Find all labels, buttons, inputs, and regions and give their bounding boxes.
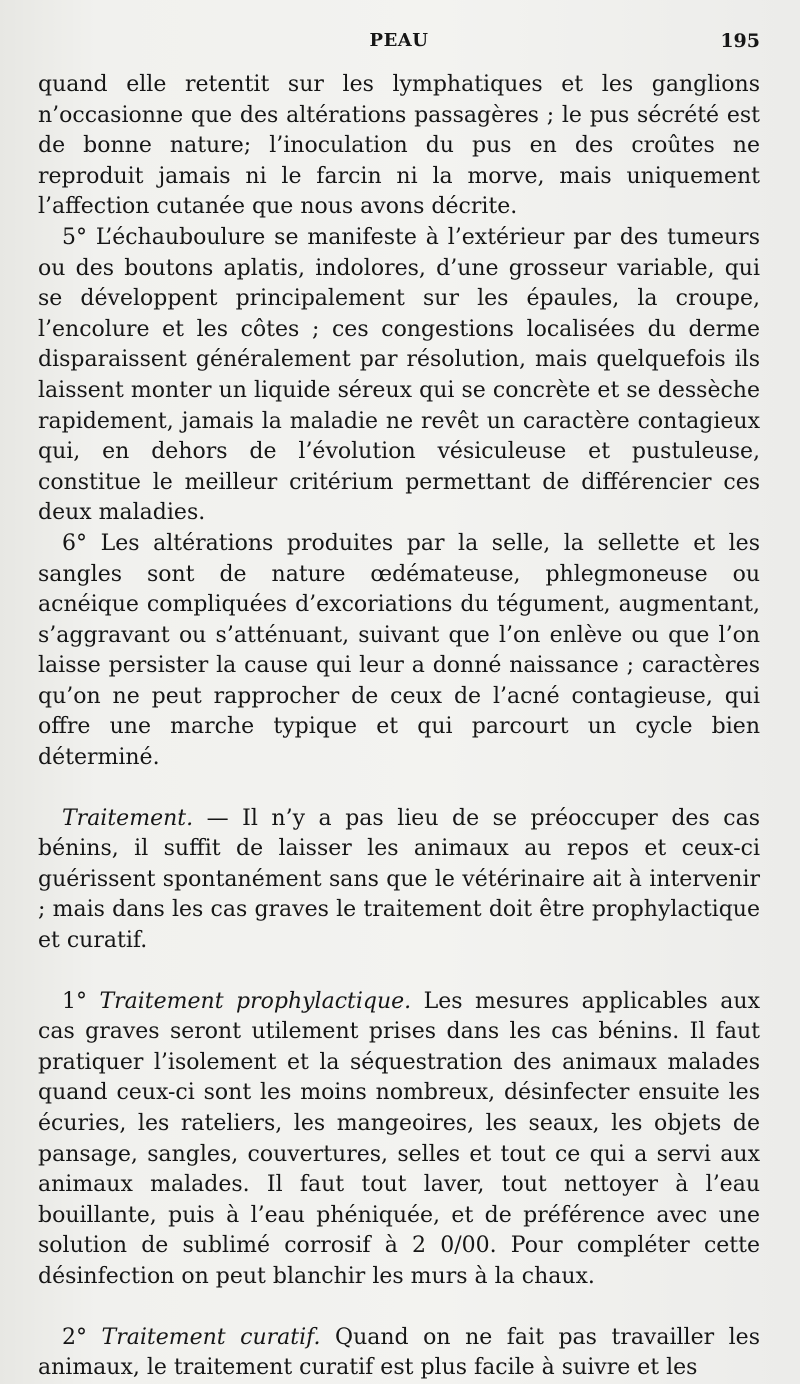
section-heading-treatment: Traitement. [62, 805, 194, 831]
paragraph-point-6: 6° Les altérations produites par la selle, la sellette et les sangles sont de nature œdémateuse, phlegmoneuse ou acnéique compliquées d’excoriations du tégument, augmentant, s’aggravant ou s’atténuant, suivant que l’on enlève ou que l’on laisse persister la cause qui leur a donné naissance ; caractères qu’on ne peut rapprocher de ceux de l’acné contagieuse, qui offre une marche typique et qui parcourt un cycle bien déterminé. [38, 530, 760, 771]
paragraph-treatment [38, 804, 760, 957]
section-number-2: 2° [62, 1324, 102, 1350]
page-header [38, 30, 760, 60]
paragraph-curative-body: Quand on ne fait pas travailler les animaux, le traitement curatif est plus facile à suivre et les [38, 1324, 760, 1381]
section-heading-curative: Traitement curatif. [101, 1324, 321, 1350]
main-text [38, 70, 760, 1384]
section-number-1: 1° [62, 988, 100, 1014]
paragraph-prophylactic-treatment [38, 987, 760, 1293]
paragraph-point-5: 5° L’échauboulure se manifeste à l’extérieur par des tumeurs ou des boutons aplatis, indolores, d’une grosseur variable, qui se développent principalement sur les épaules, la croupe, l’encolure et les côtes ; ces congestions localisées du derme disparaissent généralement par résolution, mais quelquefois ils laissent monter un liquide séreux qui se concrète et se dessèche rapidement, jamais la maladie ne revêt un caractère contagieux qui, en dehors de l’évolution vésiculeuse et pustuleuse, constitue le meilleur critérium permettant de différencier ces deux maladies. [38, 224, 760, 526]
paragraph-prophylactic-body: Les mesures applicables aux cas graves seront utilement prises dans les cas bénins. Il faut pratiquer l’isolement et la séquestration des animaux malades quand ceux-ci sont les moins nombreux, désinfecter ensuite les écuries, les rateliers, les mangeoires, les seaux, les objets de pansage, sangles, couvertures, selles et tout ce qui a servi aux animaux malades. Il faut tout laver, tout nettoyer à l’eau bouillante, puis à l’eau phéniquée, et de préférence avec une solution de sublimé corrosif à 2 0/00. Pour compléter cette désinfection on peut blanchir les murs à la chaux. [38, 988, 760, 1289]
page-number: 195 [720, 30, 760, 52]
running-head: PEAU [369, 30, 429, 51]
paragraph-curative-treatment [38, 1323, 760, 1384]
paragraph-continuation: quand elle retentit sur les lymphatiques et les ganglions n’occasionne que des altérations passagères ; le pus sécrété est de bonne nature; l’inoculation du pus en des croûtes ne reproduit jamais ni le farcin ni la morve, mais uniquement l’affection cutanée que nous avons décrite. [38, 72, 760, 220]
section-heading-prophylactic: Traitement prophylactique. [99, 988, 412, 1014]
paragraph-treatment-body: — Il n’y a pas lieu de se préoccuper des cas bénins, il suffit de laisser les animaux au repos et ceux-ci guérissent spontanément sans que le vétérinaire ait à intervenir ; mais dans les cas graves le traitement doit être prophylactique et curatif. [38, 805, 760, 954]
